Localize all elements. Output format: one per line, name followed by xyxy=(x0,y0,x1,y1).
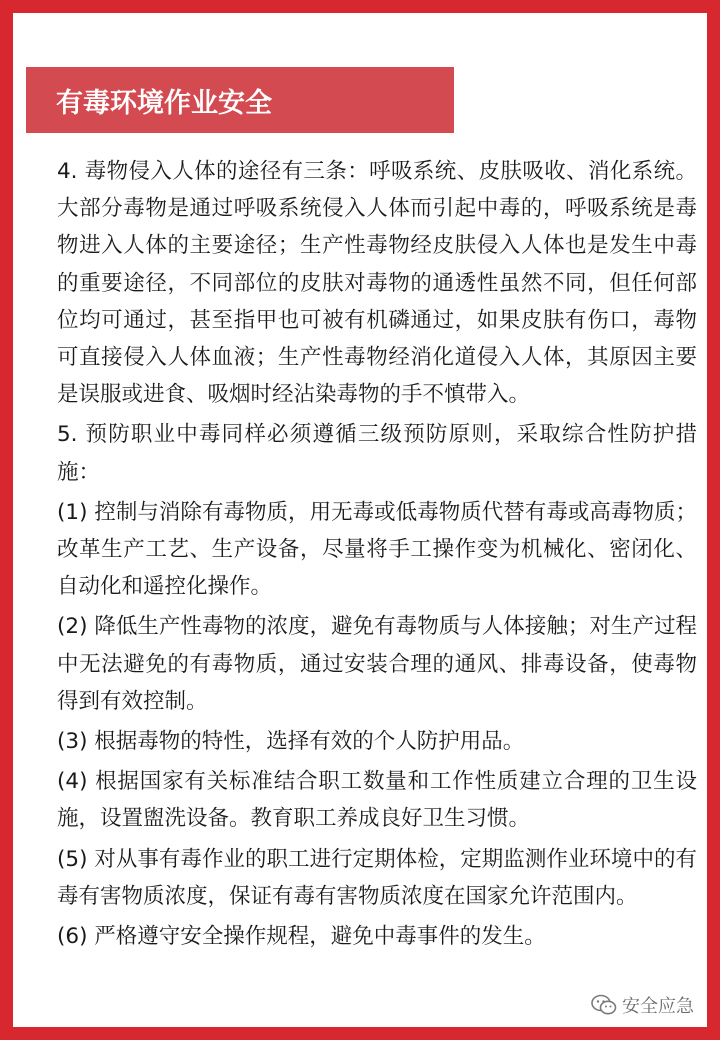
title-banner xyxy=(26,67,454,133)
account-watermark xyxy=(587,990,698,1020)
measure-1: (1) 控制与消除有毒物质，用无毒或低毒物质代替有毒或高毒物质；改革生产工艺、生产设备，尽量将手工操作变为机械化、密闭化、自动化和遥控化操作。 xyxy=(57,499,697,600)
article-body xyxy=(57,153,697,955)
paragraph-4: 4. 毒物侵入人体的途径有三条：呼吸系统、皮肤吸收、消化系统。大部分毒物是通过呼吸系统侵入人体而引起中毒的，呼吸系统是毒物进入人体的主要途径；生产性毒物经皮肤侵入人体也是发生中毒的重要途径，不同部位的皮肤对毒物的通透性虽然不同，但任何部位均可通过，甚至指甲也可被有机磷通过，如果皮肤有伤口，毒物可直接侵入人体血液；生产性毒物经消化道侵入人体，其原因主要是误服或进食、吸烟时经沾染毒物的手不慎带入。 xyxy=(57,159,697,408)
watermark-text: 安全应急 xyxy=(622,996,694,1017)
measure-2: (2) 降低生产性毒物的浓度，避免有毒物质与人体接触；对生产过程中无法避免的有毒物质，通过安装合理的通风、排毒设备，使毒物得到有效控制。 xyxy=(57,614,697,714)
measure-4: (4) 根据国家有关标准结合职工数量和工作性质建立合理的卫生设施，设置盥洗设备。教育职工养成良好卫生习惯。 xyxy=(57,769,697,832)
measure-6: (6) 严格遵守安全操作规程，避免中毒事件的发生。 xyxy=(57,924,546,950)
wechat-icon xyxy=(591,994,617,1016)
page-title: 有毒环境作业安全 xyxy=(56,87,272,119)
measure-5: (5) 对从事有毒作业的职工进行定期体检，定期监测作业环境中的有毒有害物质浓度，保证有毒有害物质浓度在国家允许范围内。 xyxy=(57,846,697,909)
paragraph-5: 5. 预防职业中毒同样必须遵循三级预防原则，采取综合性防护措施： xyxy=(57,422,697,485)
measure-3: (3) 根据毒物的特性，选择有效的个人防护用品。 xyxy=(57,729,525,755)
